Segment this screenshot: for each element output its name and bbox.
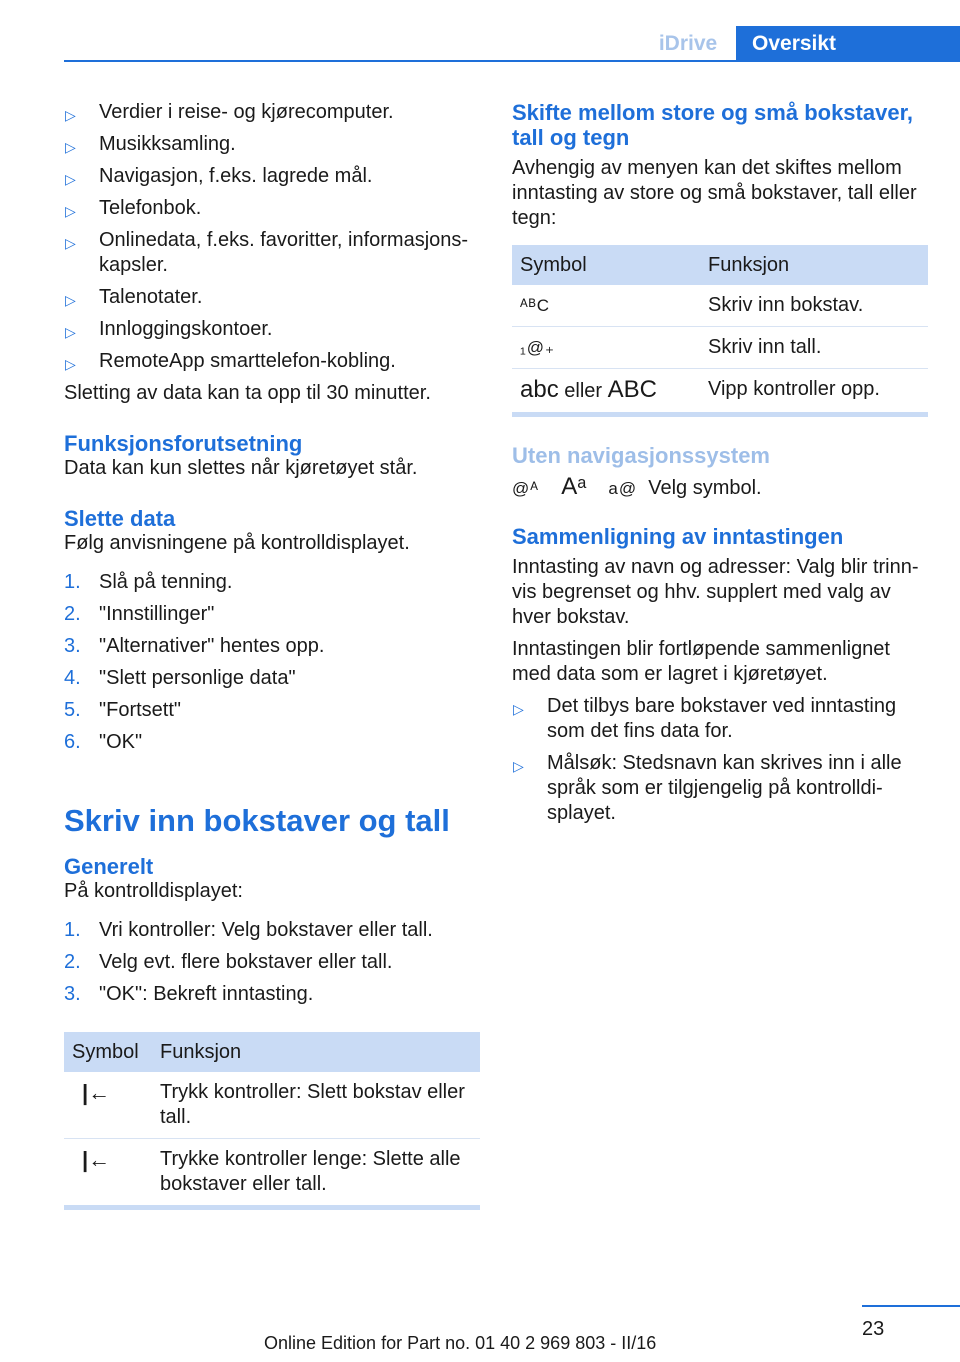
input-steps	[64, 918, 482, 1007]
step-item: 4. "Slett personlige data"	[64, 667, 296, 689]
switch-text: Avhengig av menyen kan det skiftes mellom inntasting av store og små bokstaver, tall eller tegn:	[512, 157, 917, 229]
list-item: ▷ Det tilbys bare bokstaver ved inntasting som det fins data for.	[513, 695, 897, 742]
list-item: ▷ Onlinedata, f.eks. favoritter, informasjons‐kapsler.	[65, 229, 469, 276]
step-item: 1. Slå på tenning.	[64, 571, 233, 593]
triangle-bullet-icon: ▷	[65, 324, 76, 340]
list-item: ▷ Innloggingskontoer.	[64, 317, 482, 342]
delete-steps	[64, 570, 482, 755]
header-tab-oversikt: Oversikt	[736, 26, 960, 62]
nonav-row: @ᴬ Aᵃ a@ Velg symbol.	[512, 473, 762, 500]
table-row: ᴬᴮC Skriv inn bokstav.	[512, 285, 928, 327]
delete-heading: Slette data	[64, 506, 176, 531]
triangle-bullet-icon: ▷	[65, 235, 76, 251]
table-header-symbol: Symbol	[512, 245, 700, 285]
lowercase-abc-icon: abc	[520, 376, 559, 403]
case-symbol-table	[512, 245, 928, 412]
nonav-heading: Uten navigasjonssystem	[512, 443, 770, 468]
edition-footer: Online Edition for Part no. 01 40 2 969 803 - II/16	[264, 1333, 657, 1353]
section-title: Skriv inn bokstaver og tall	[64, 803, 450, 838]
prereq-heading: Funksjonsforutsetning	[64, 431, 303, 456]
delete-arrow-icon: |←	[82, 1147, 111, 1172]
compare-list	[512, 694, 928, 826]
list-item: ▷ Telefonbok.	[64, 196, 482, 221]
list-item: ▷ Talenotater.	[64, 285, 482, 310]
table-bottom-rule	[64, 1205, 480, 1210]
footer-rule	[862, 1305, 960, 1307]
table-header-function: Funksjon	[152, 1032, 480, 1072]
header-tab-idrive: iDrive	[658, 32, 718, 55]
prereq-text: Data kan kun slettes når kjøretøyet står.	[64, 457, 418, 479]
triangle-bullet-icon: ▷	[513, 758, 524, 774]
left-column	[64, 100, 482, 1210]
table-header-function: Funksjon	[700, 245, 928, 285]
delete-time-note: Sletting av data kan ta opp til 30 minutter.	[64, 382, 431, 404]
step-item: 1. Vri kontroller: Velg bokstaver eller tall.	[64, 919, 433, 941]
triangle-bullet-icon: ▷	[65, 203, 76, 219]
list-item: ▷ Musikksamling.	[64, 132, 482, 157]
numbers-symbols-icon: ₁@₊	[520, 338, 555, 357]
lowercase-a-at-icon: a@	[608, 479, 638, 498]
general-text: På kontrolldisplayet:	[64, 880, 243, 902]
list-item: ▷ Målsøk: Stedsnavn kan skrives inn i alle språk som er tilgjengelig på kontrolldi‐splayet.	[513, 752, 902, 824]
uppercase-a-icon: Aᵃ	[561, 473, 587, 500]
compare-p1: Inntasting av navn og adresser: Valg blir trinn‐vis begrenset og hhv. supplert med valg av hver bokstav.	[512, 556, 919, 628]
delete-symbol-table	[64, 1032, 480, 1205]
symbol-at-a-icon: @ᴬ	[512, 479, 539, 498]
list-item: ▷ Verdier i reise- og kjørecomputer.	[64, 100, 482, 125]
table-row: abc eller ABC Vipp kontroller opp.	[520, 376, 880, 403]
step-item: 3. "OK": Bekreft inntasting.	[64, 983, 314, 1005]
table-header-symbol: Symbol	[64, 1032, 152, 1072]
step-item: 2. "Innstillinger"	[64, 603, 215, 625]
step-item: 2. Velg evt. flere bokstaver eller tall.	[64, 951, 393, 973]
delete-text: Følg anvisningene på kontrolldisplayet.	[64, 532, 410, 554]
triangle-bullet-icon: ▷	[65, 171, 76, 187]
list-item: ▷ Navigasjon, f.eks. lagrede mål.	[64, 164, 482, 189]
triangle-bullet-icon: ▷	[513, 701, 524, 717]
switch-heading: Skifte mellom store og små bokstaver, tall og tegn	[512, 100, 914, 150]
table-row: |← Trykk kontroller: Slett bokstav eller tall.	[64, 1072, 480, 1139]
triangle-bullet-icon: ▷	[65, 292, 76, 308]
data-list	[64, 100, 482, 374]
step-item: 6. "OK"	[64, 731, 143, 753]
uppercase-abc-icon: ᴬᴮC	[520, 296, 551, 315]
page-number: 23	[862, 1318, 885, 1340]
triangle-bullet-icon: ▷	[65, 139, 76, 155]
compare-p2: Inntastingen blir fortløpende sammenlignet med data som er lagret i kjøretøyet.	[512, 638, 890, 685]
delete-arrow-icon: |←	[82, 1080, 111, 1105]
step-item: 3. "Alternativer" hentes opp.	[64, 635, 325, 657]
general-heading: Generelt	[64, 854, 154, 879]
table-row: ₁@₊ Skriv inn tall.	[512, 327, 928, 369]
uppercase-abc-large-icon: ABC	[607, 376, 657, 403]
table-row: |← Trykke kontroller lenge: Slette alle bokstaver eller tall.	[64, 1139, 480, 1206]
right-column	[512, 100, 928, 833]
triangle-bullet-icon: ▷	[65, 356, 76, 372]
compare-heading: Sammenligning av inntastingen	[512, 524, 844, 549]
list-item: ▷ RemoteApp smarttelefon-kobling.	[64, 349, 482, 374]
step-item: 5. "Fortsett"	[64, 699, 181, 721]
triangle-bullet-icon: ▷	[65, 107, 76, 123]
